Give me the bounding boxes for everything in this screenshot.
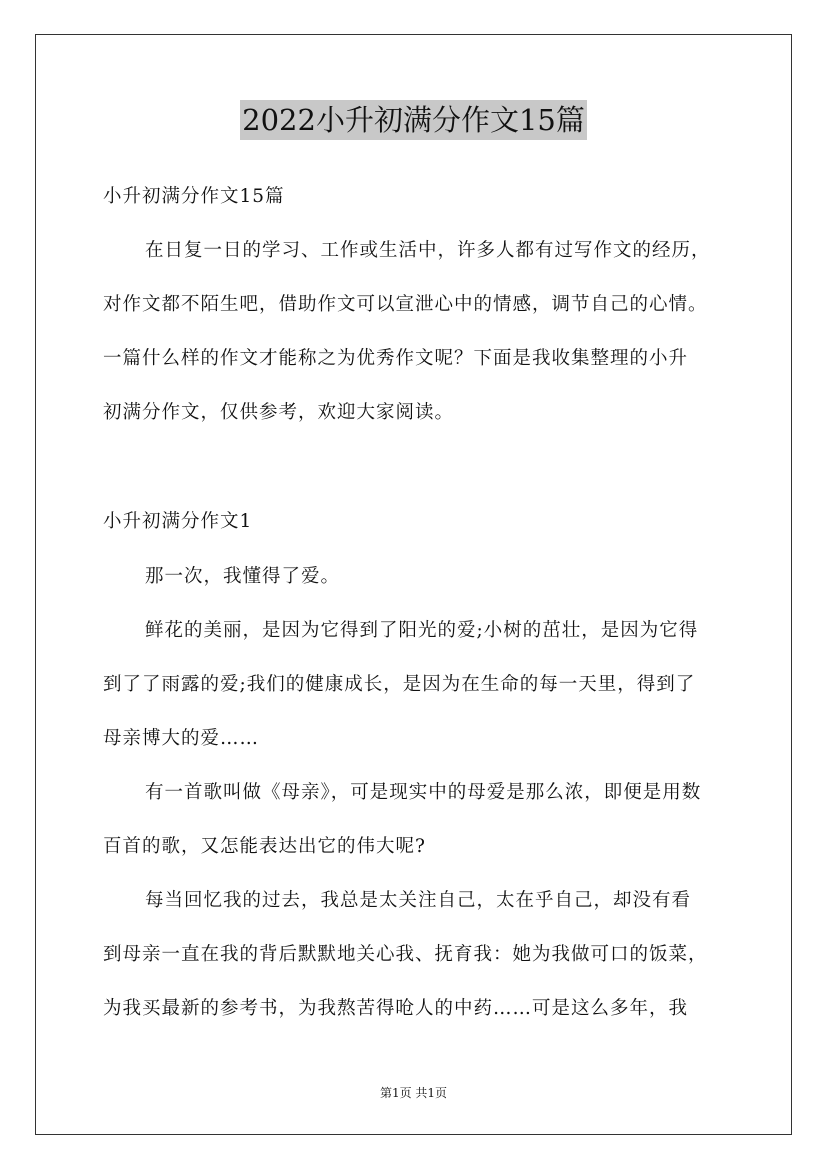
document-title: 2022小升初满分作文15篇: [240, 100, 587, 140]
body-line: 母亲博大的爱……: [103, 728, 260, 749]
body-line: 百首的歌，又怎能表达出它的伟大呢?: [103, 836, 426, 857]
body-line: 每当回忆我的过去，我总是太关注自己，太在乎自己，却没有看: [145, 890, 692, 911]
body-line: 那一次，我懂得了爱。: [145, 566, 341, 587]
body-line: 到了了雨露的爱;我们的健康成长，是因为在生命的每一天里，得到了: [103, 674, 696, 695]
document-subtitle: 小升初满分作文15篇: [103, 186, 285, 207]
intro-line: 在日复一日的学习、工作或生活中，许多人都有过写作文的经历，: [145, 240, 711, 261]
body-line: 到母亲一直在我的背后默默地关心我、抚育我：她为我做可口的饭菜，: [103, 944, 708, 965]
intro-line: 一篇什么样的作文才能称之为优秀作文呢？下面是我收集整理的小升: [103, 348, 689, 369]
section-heading: 小升初满分作文1: [103, 511, 253, 532]
page-number-footer: 第1页 共1页: [379, 1086, 448, 1100]
body-line: 为我买最新的参考书，为我熬苦得呛人的中药……可是这么多年，我: [103, 998, 689, 1019]
title-container: [0, 100, 827, 140]
intro-line: 对作文都不陌生吧，借助作文可以宣泄心中的情感，调节自己的心情。: [103, 294, 708, 315]
body-line: 有一首歌叫做《母亲》，可是现实中的母爱是那么浓，即便是用数: [145, 782, 702, 803]
body-line: 鲜花的美丽，是因为它得到了阳光的爱;小树的茁壮，是因为它得: [145, 620, 699, 641]
intro-line: 初满分作文，仅供参考，欢迎大家阅读。: [103, 402, 455, 423]
